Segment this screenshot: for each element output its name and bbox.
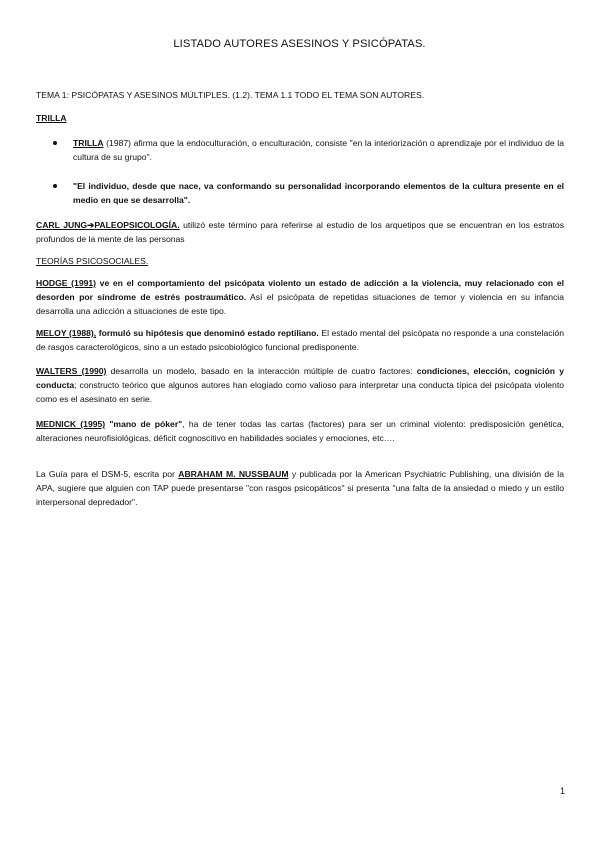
jung-paragraph — [36, 218, 564, 246]
meloy-paragraph — [36, 326, 564, 354]
walters-text1: desarrolla un modelo, basado en la interacción múltiple de cuatro factores: — [106, 366, 417, 376]
meloy-author: MELOY (1988), — [36, 328, 97, 338]
jung-text: utilizó este término para referirse al estudio de los arquetipos que se encuentran en los estratos profundos de la mente de las personas — [36, 220, 564, 245]
teorias-heading: TEORÍAS PSICOSOCIALES. — [36, 256, 149, 266]
walters-bold: condiciones, elección, cognición y conducta — [36, 366, 564, 391]
tema-line: TEMA 1: PSICÓPATAS Y ASESINOS MÚLTIPLES. (1.2). TEMA 1.1 TODO EL TEMA SON AUTORES. — [36, 90, 425, 100]
mednick-paragraph — [36, 417, 564, 445]
walters-author: WALTERS (1990) — [36, 366, 107, 376]
mednick-author: MEDNICK (1995) — [36, 419, 106, 429]
hodge-text: Así el psicópata de repetidas situaciones de temor y violencia en su infancia desarrolla una adicción a situaciones de este tipo. — [36, 292, 564, 317]
list-item — [36, 136, 564, 164]
nussbaum-author: ABRAHAM M. NUSSBAUM — [178, 469, 289, 479]
mednick-quote: "mano de póker" — [105, 419, 183, 429]
hodge-author: HODGE (1991) — [36, 278, 97, 288]
document-title: LISTADO AUTORES ASESINOS Y PSICÓPATAS. — [173, 38, 426, 50]
bullet-icon — [53, 141, 57, 145]
bullet1-text: (1987) afirma que la endoculturación, o enculturación, consiste "en la interiorización o aprendizaje por el individuo de la cultura de su grupo". — [73, 138, 564, 163]
list-item — [36, 179, 564, 207]
walters-text2: ; constructo teórico que algunos autores han elogiado como valioso para interpretar una conducta típica del psicópata violento como es el asesinato en serie. — [36, 380, 564, 405]
dsm-paragraph — [36, 467, 564, 510]
dsm-text2: y publicada por la American Psychiatric Publishing, una división de la APA, sugiere que alguien con TAP puede presentarse "con rasgos psicopáticos" si presenta "una falta de la ansiedad o miedo y un estilo interpersonal depredador". — [36, 469, 564, 508]
dsm-text1: La Guía para el DSM-5, escrita por — [36, 469, 179, 479]
bullet2-text: "El individuo, desde que nace, va conformando su personalidad incorporando elementos de la cultura presente en el medio en que se desarrolla". — [73, 181, 564, 206]
arrow-icon: ➔ — [87, 220, 95, 230]
walters-paragraph — [36, 364, 564, 407]
jung-author: CARL JUNG — [36, 220, 88, 230]
trilla-heading: TRILLA — [36, 113, 67, 123]
meloy-text: El estado mental del psicópata no responde a una constelación de rasgos caracterológicos, sino a un estado psicobiológico funcional predisponente. — [36, 328, 564, 353]
hodge-paragraph — [36, 276, 564, 319]
bullet-text — [73, 136, 564, 164]
bullet-icon — [53, 184, 57, 188]
mednick-text: , ha de tener todas las cartas (factores) para ser un criminal violento: predisposición genética, alteraciones neurofisiológicas, déficit cognoscitivo en habilidades sociales y emociones, etc…. — [36, 419, 564, 444]
jung-term: PALEOPSICOLOGÍA. — [94, 220, 180, 230]
page-number: 1 — [559, 786, 565, 796]
meloy-bold: formuló su hipótesis que denominó estado reptiliano. — [96, 328, 319, 338]
hodge-bold: ve en el comportamiento del psicópata violento un estado de adicción a la violencia, muy relacionado con el desorden por síndrome de estrés postraumático. — [36, 278, 564, 303]
trilla-author: TRILLA — [73, 138, 104, 148]
